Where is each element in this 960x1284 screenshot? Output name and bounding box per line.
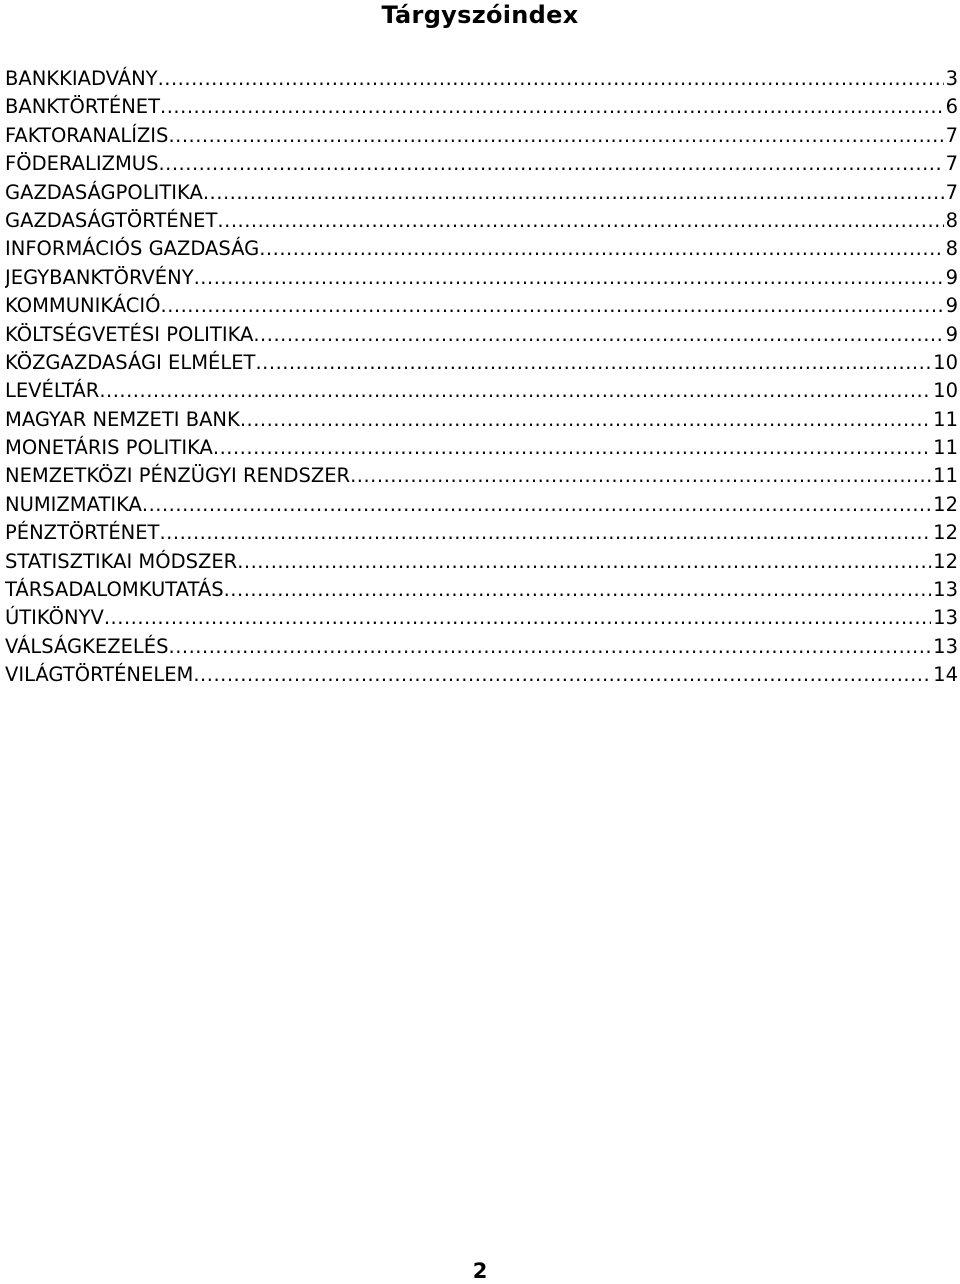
index-term: INFORMÁCIÓS GAZDASÁG <box>5 237 260 261</box>
index-term: BANKTÖRTÉNET <box>5 95 161 119</box>
index-term: VÁLSÁGKEZELÉS <box>5 634 169 658</box>
index-term: KÖLTSÉGVETÉSI POLITIKA <box>5 322 254 346</box>
dot-leader <box>193 661 931 689</box>
index-entry[interactable] <box>5 604 958 632</box>
index-entry[interactable] <box>5 406 958 434</box>
index-entry[interactable] <box>5 377 958 405</box>
index-page-number: 10 <box>933 350 958 374</box>
dot-leader <box>159 519 931 547</box>
index-term: STATISZTIKAI MÓDSZER <box>5 549 238 573</box>
index-term: KOMMUNIKÁCIÓ <box>5 294 161 318</box>
dot-leader <box>253 321 943 349</box>
index-term: GAZDASÁGTÖRTÉNET <box>5 208 218 232</box>
subject-index-list <box>5 65 958 690</box>
index-page-number: 12 <box>933 492 958 516</box>
dot-leader <box>240 406 931 434</box>
index-page-number: 6 <box>945 95 958 119</box>
index-entry[interactable] <box>5 519 958 547</box>
dot-leader <box>255 349 931 377</box>
index-entry[interactable] <box>5 462 958 490</box>
dot-leader <box>224 576 932 604</box>
index-entry[interactable] <box>5 235 958 263</box>
index-page-number: 10 <box>933 379 958 403</box>
index-page-number: 7 <box>945 123 958 147</box>
index-page-number: 7 <box>945 152 958 176</box>
dot-leader <box>161 292 944 320</box>
dot-leader <box>350 462 931 490</box>
index-entry[interactable] <box>5 434 958 462</box>
index-term: JEGYBANKTÖRVÉNY <box>5 265 194 289</box>
footer-page-number: 2 <box>472 1259 488 1283</box>
dot-leader <box>169 633 932 661</box>
index-entry[interactable] <box>5 65 958 93</box>
index-page-number: 11 <box>933 436 958 460</box>
index-entry[interactable] <box>5 321 958 349</box>
index-page-number: 9 <box>945 294 958 318</box>
index-entry[interactable] <box>5 548 958 576</box>
index-page-number: 7 <box>945 180 958 204</box>
index-term: NUMIZMATIKA <box>5 492 142 516</box>
index-page-number: 13 <box>933 578 958 602</box>
dot-leader <box>259 235 943 263</box>
index-entry[interactable] <box>5 122 958 150</box>
index-term: TÁRSADALOMKUTATÁS <box>5 578 224 602</box>
index-entry[interactable] <box>5 633 958 661</box>
index-term: NEMZETKÖZI PÉNZÜGYI RENDSZER <box>5 464 351 488</box>
index-page-number: 14 <box>933 663 958 687</box>
index-term: MONETÁRIS POLITIKA <box>5 436 213 460</box>
dot-leader <box>203 179 944 207</box>
index-page-number: 8 <box>945 208 958 232</box>
index-entry[interactable] <box>5 207 958 235</box>
dot-leader <box>142 491 931 519</box>
index-entry[interactable] <box>5 150 958 178</box>
page-title: Tárgyszóindex <box>381 1 579 29</box>
index-page-number: 3 <box>945 67 958 90</box>
index-entry[interactable] <box>5 661 958 689</box>
index-term: FÖDERALIZMUS <box>5 152 159 176</box>
index-term: ÚTIKÖNYV <box>5 606 104 630</box>
index-page-number: 12 <box>933 521 958 545</box>
dot-leader <box>160 93 944 121</box>
index-entry[interactable] <box>5 93 958 121</box>
index-entry[interactable] <box>5 264 958 292</box>
dot-leader <box>99 377 931 405</box>
dot-leader <box>168 122 943 150</box>
index-term: GAZDASÁGPOLITIKA <box>5 180 203 204</box>
index-term: VILÁGTÖRTÉNELEM <box>5 663 194 687</box>
index-page-number: 13 <box>933 634 958 658</box>
index-page-number: 11 <box>933 464 958 488</box>
index-term: MAGYAR NEMZETI BANK <box>5 407 240 431</box>
dot-leader <box>213 434 931 462</box>
index-page-number: 9 <box>945 265 958 289</box>
index-term: FAKTORANALÍZIS <box>5 123 169 147</box>
index-entry[interactable] <box>5 179 958 207</box>
index-entry[interactable] <box>5 491 958 519</box>
index-page-number: 12 <box>933 549 958 573</box>
index-entry[interactable] <box>5 349 958 377</box>
index-page-number: 11 <box>933 407 958 431</box>
dot-leader <box>158 150 943 178</box>
index-term: PÉNZTÖRTÉNET <box>5 521 160 545</box>
index-page-number: 8 <box>945 237 958 261</box>
index-entry[interactable] <box>5 576 958 604</box>
dot-leader <box>194 264 944 292</box>
index-page-number: 9 <box>945 322 958 346</box>
index-term: KÖZGAZDASÁGI ELMÉLET <box>5 350 256 374</box>
dot-leader <box>237 548 931 576</box>
dot-leader <box>158 65 944 93</box>
index-term: BANKKIADVÁNY <box>5 67 158 90</box>
index-entry[interactable] <box>5 292 958 320</box>
index-term: LEVÉLTÁR <box>5 379 100 403</box>
dot-leader <box>104 604 931 632</box>
index-page-number: 13 <box>933 606 958 630</box>
dot-leader <box>217 207 943 235</box>
